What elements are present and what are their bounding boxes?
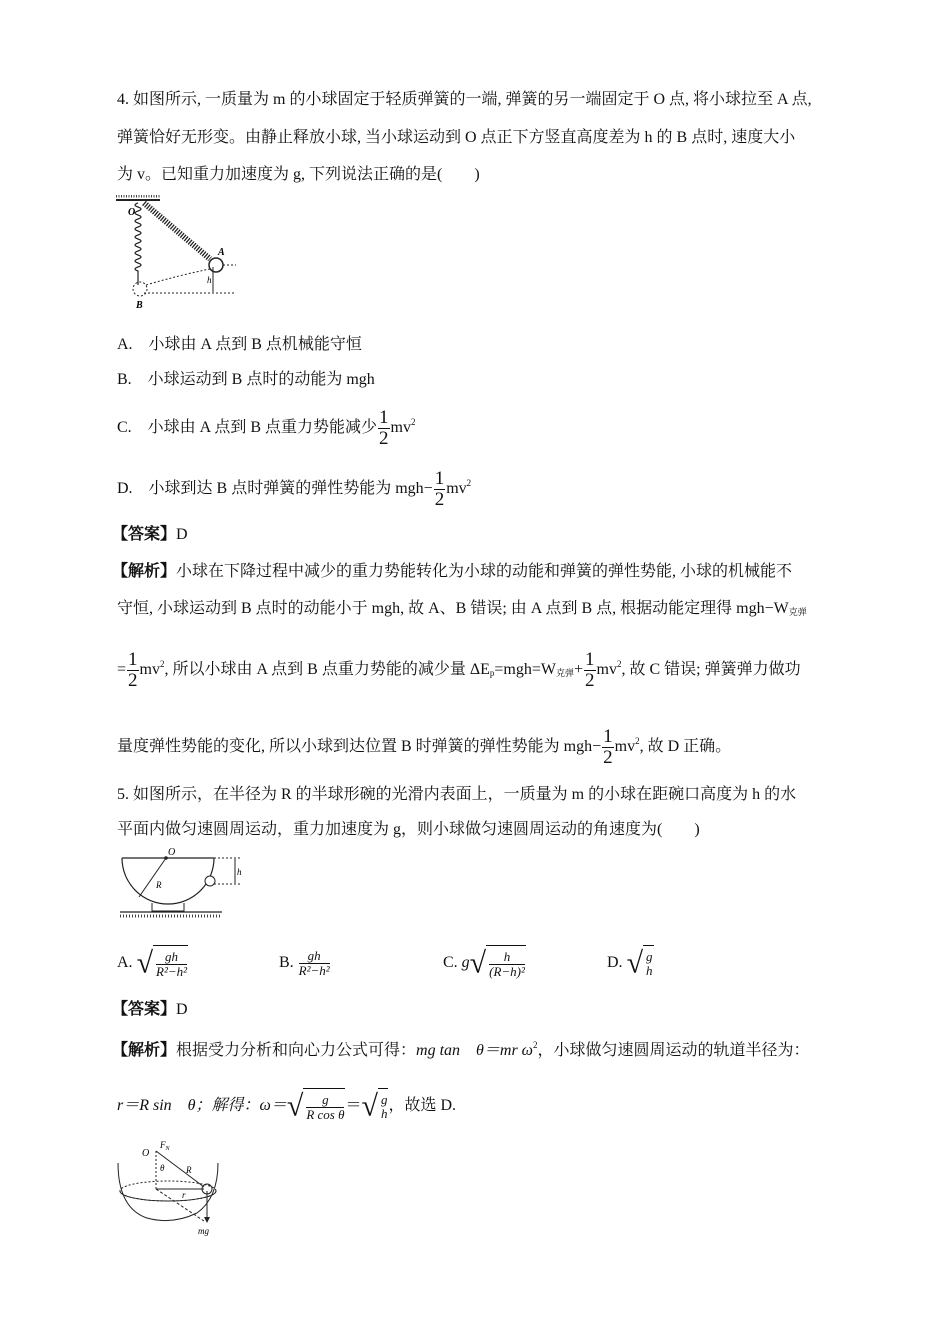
q4-option-b[interactable]: B. 小球运动到 B 点时的动能为 mgh	[117, 371, 375, 388]
mv: mv	[390, 419, 411, 437]
fraction: $\frac{1}{2}$	[379, 407, 389, 449]
label-b: B	[136, 300, 143, 310]
q5-stem-line-2: 平面内做匀速圆周运动，重力加速度为 g，则小球做匀速圆周运动的角速度为( )	[117, 821, 700, 838]
label-r-big: R	[186, 1165, 192, 1175]
q4-analysis-line-3: = $\frac{1}{2}$ $mv^2$, 所以小球由 A 点到 B 点重力势能的减少量 $\Delta E_p=mgh=W_{克弹}+$ $\frac{1}{2}$ $mv^2$, 故 C 错误; 弹簧弹力做功	[117, 649, 801, 691]
q5-analysis-line-2: r＝R sin θ；解得：ω＝√ $\frac{g}{\text{R cos θ}}$ ＝√ g h ，故选 D.	[117, 1088, 456, 1125]
label-r: r	[182, 1190, 186, 1200]
q4-stem-line-2: 弹簧恰好无形变。由静止释放小球, 当小球运动到 O 点正下方竖直高度差为 h 的 B 点时, 速度大小	[117, 129, 796, 146]
mv: mv	[446, 480, 467, 498]
exponent: 2	[410, 417, 416, 428]
exponent: 2	[466, 478, 472, 489]
label-r: R	[156, 880, 162, 890]
q4-option-c[interactable]	[117, 408, 415, 449]
q4-option-d[interactable]	[117, 469, 471, 510]
label-o: O	[142, 1148, 150, 1159]
q5-options-row	[117, 945, 654, 982]
q5-answer: 【答案】D	[112, 1001, 188, 1018]
label-theta: θ	[160, 1163, 165, 1173]
q4-answer: 【答案】D	[112, 526, 188, 543]
label-o: O	[128, 207, 136, 218]
q5-option-a[interactable]: A. √ $\frac{gh}{\text{R²−h²}}$	[117, 945, 275, 982]
q4-stem-line-3: 为 v。已知重力加速度为 g, 下列说法正确的是( )	[117, 166, 480, 183]
q5-option-b[interactable]: B. $\frac{gh}{\text{R²−h²}}$	[279, 948, 330, 978]
label-mg: mg	[198, 1226, 209, 1236]
label-h: h	[207, 275, 212, 285]
option-text: D. 小球到达 B 点时弹簧的弹性势能为 mgh−	[117, 480, 433, 498]
q4-analysis-line-1: 【解析】小球在下降过程中减少的重力势能转化为小球的动能和弹簧的弹性势能, 小球的机械能不	[112, 563, 793, 580]
q5-bowl-figure	[114, 845, 254, 925]
label-fn: $F_N$	[160, 1140, 170, 1152]
option-text: C. 小球由 A 点到 B 点重力势能减少	[117, 419, 378, 437]
label-a: A	[218, 247, 225, 258]
q5-option-d[interactable]: D. √ g h	[607, 954, 654, 971]
q5-option-c[interactable]: C. g√ $\frac{h}{\text{(R−h)²}}$	[443, 945, 603, 982]
label-o: O	[168, 847, 176, 858]
q5-analysis-line-1: 【解析】根据受力分析和向心力公式可得：mg tan θ＝mr $\omega^2$，小球做匀速圆周运动的轨道半径为：	[112, 1040, 810, 1059]
q4-stem-line-1: 4. 如图所示, 一质量为 m 的小球固定于轻质弹簧的一端, 弹簧的另一端固定于 O 点, 将小球拉至 A 点,	[117, 91, 812, 108]
label-h: h	[237, 867, 242, 877]
q4-spring-figure	[110, 195, 240, 310]
q5-force-diagram	[112, 1133, 232, 1238]
fraction: $\frac{1}{2}$	[434, 468, 445, 510]
q5-stem-line-1: 5. 如图所示，在半径为 R 的半球形碗的光滑内表面上，一质量为 m 的小球在距碗口高度为 h 的水	[117, 786, 797, 803]
q4-analysis-line-4: 量度弹性势能的变化, 所以小球到达位置 B 时弹簧的弹性势能为 mgh− $\frac{1}{2}$ $mv^2$, 故 D 正确。	[117, 726, 732, 768]
q4-option-a[interactable]: A. 小球由 A 点到 B 点机械能守恒	[117, 336, 362, 353]
q4-analysis-line-2: 守恒, 小球运动到 B 点时的动能小于 mgh, 故 A、B 错误; 由 A 点到 B 点, 根据动能定理得 $mgh-W_{克弹}$	[117, 600, 807, 617]
